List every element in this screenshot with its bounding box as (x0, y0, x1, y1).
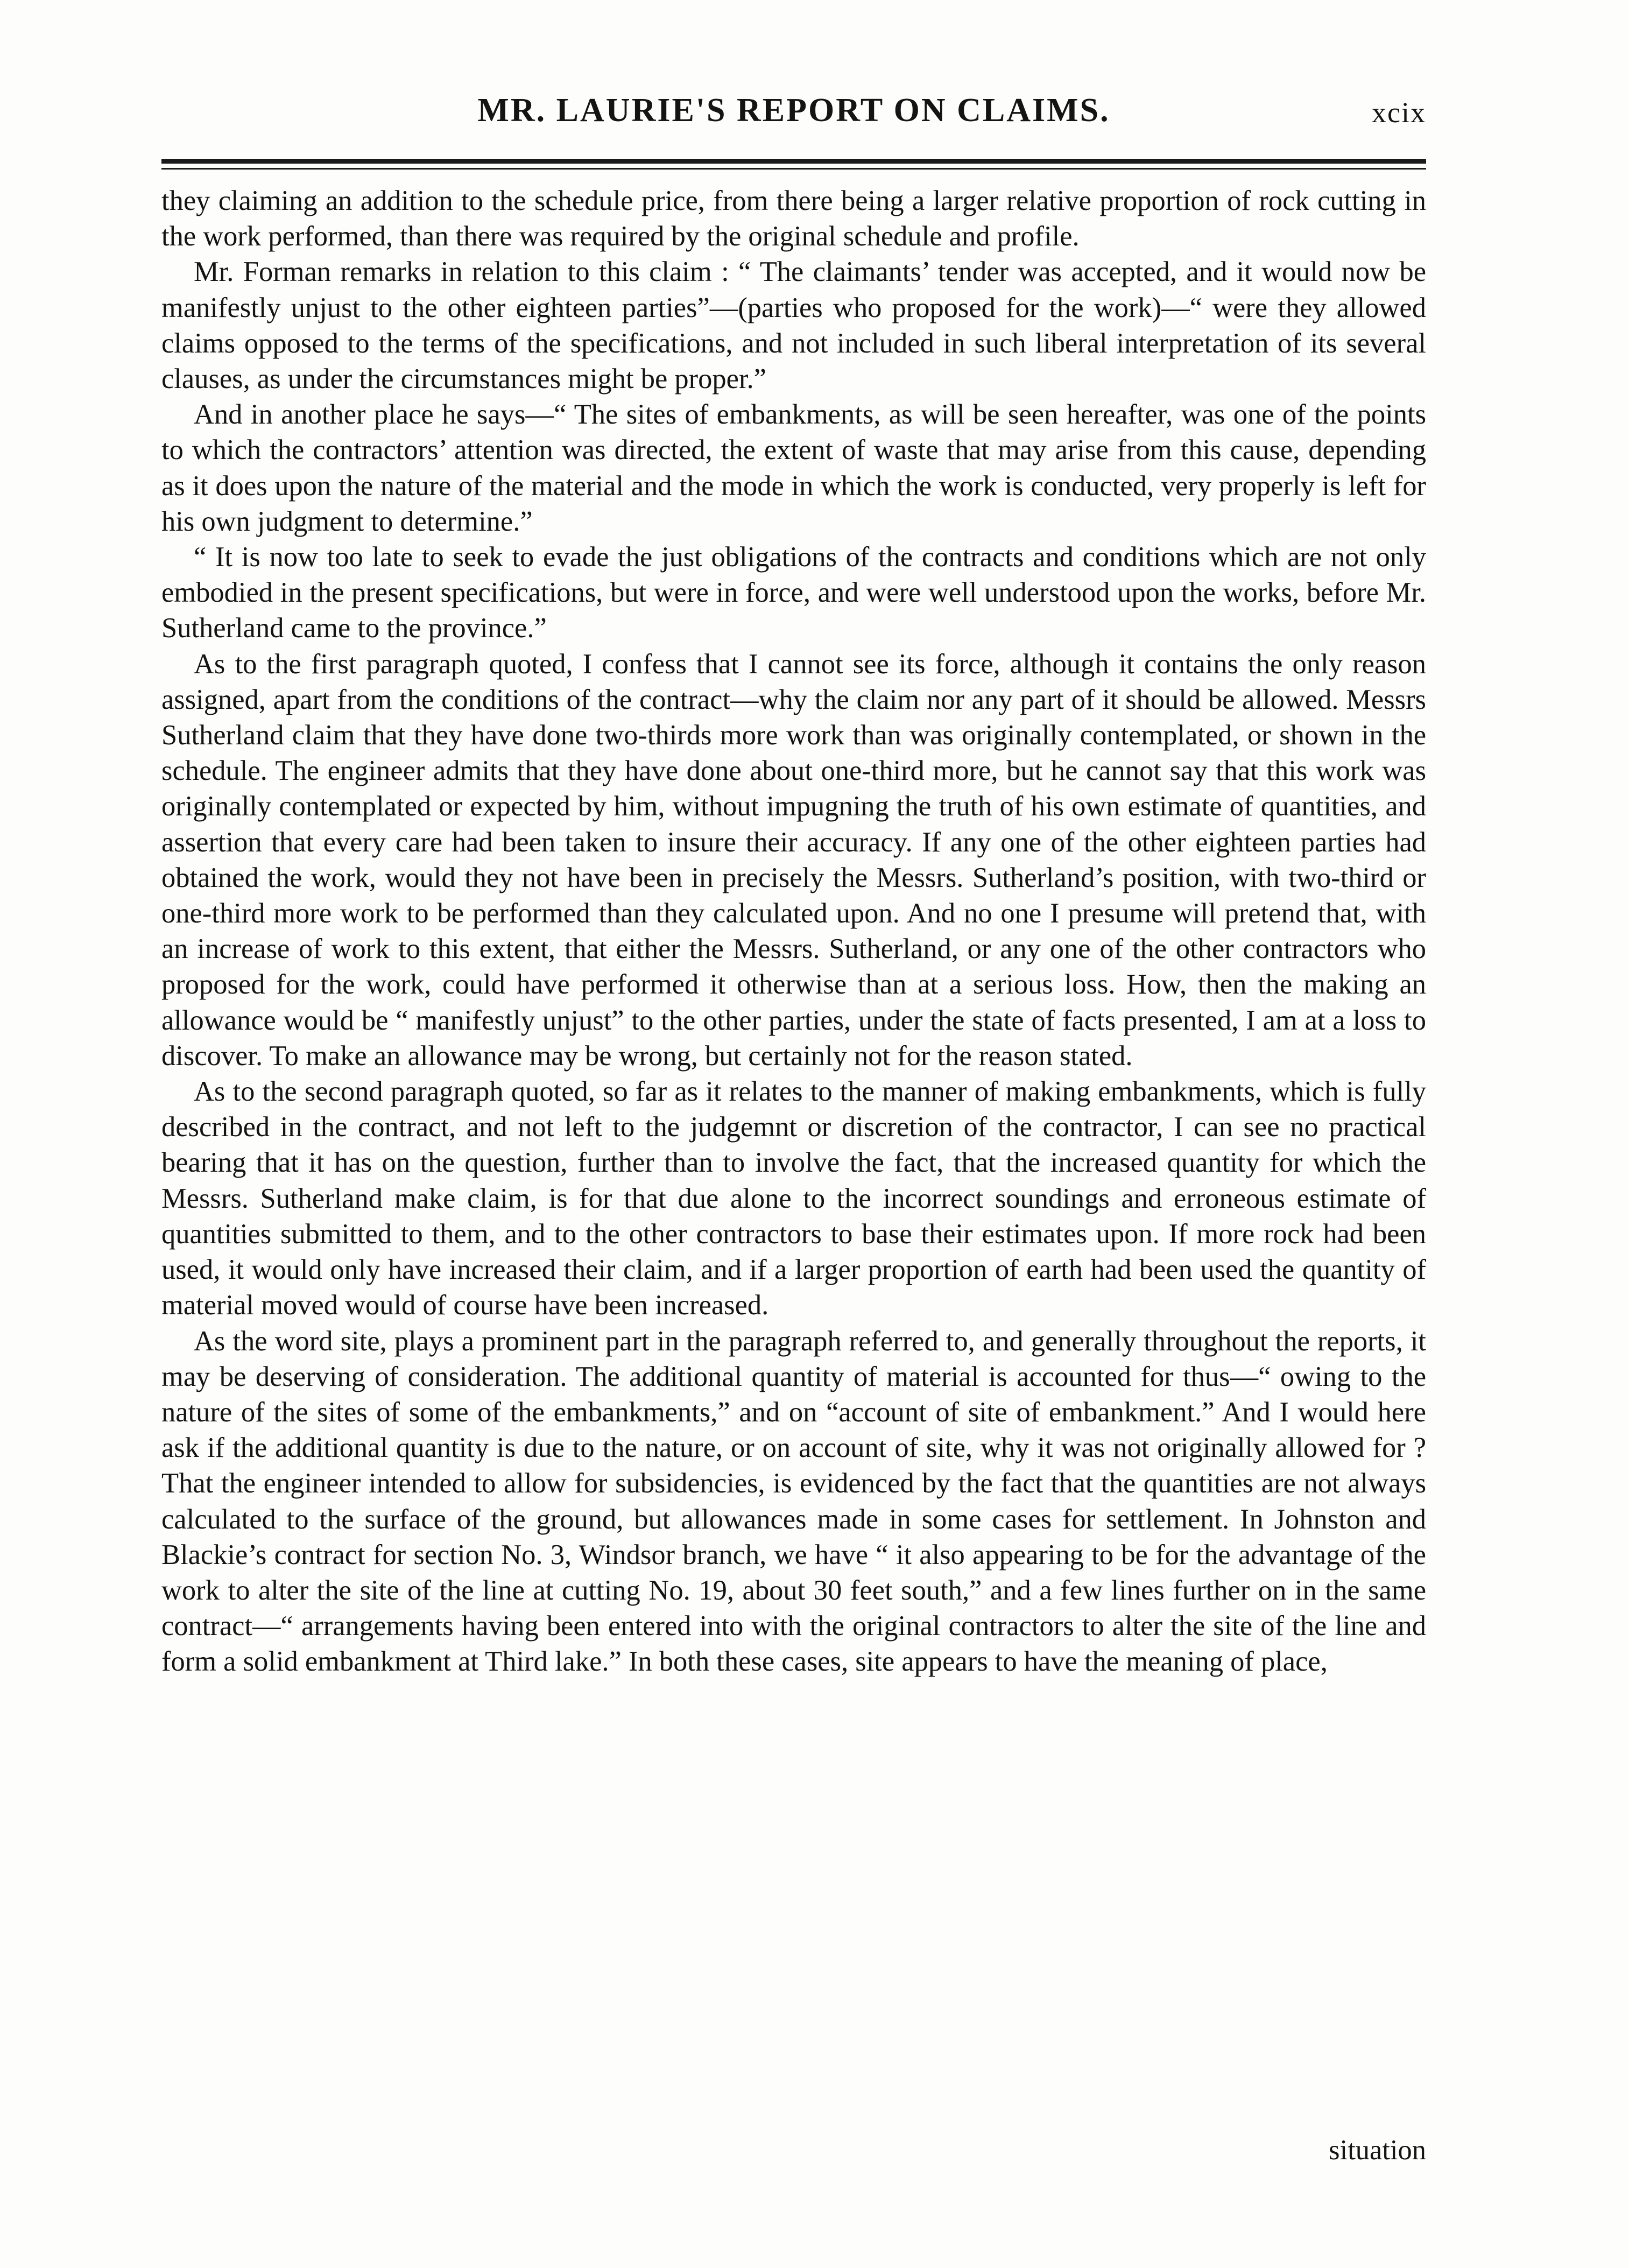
body-text (161, 183, 1426, 1680)
paragraph-first-quoted: As to the first paragraph quoted, I confess that I cannot see its force, although it contains the only reason assigned, apart from the conditions of the contract—why the claim nor any part of it should be allowed. Messrs Sutherland claim that they have done two-thirds more work than was originally contemplated, or shown in the schedule. The engineer admits that they have done about one-third more, but he cannot say that this work was originally contemplated or expected by him, without impugning the truth of his own estimate of quantities, and assertion that every care had been taken to insure their accuracy. If any one of the other eighteen parties had obtained the work, would they not have been in precisely the Messrs. Sutherland’s position, with two-third or one-third more work to be performed than they calculated upon. And no one I presume will pretend that, with an increase of work to this extent, that either the Messrs. Sutherland, or any one of the other contractors who proposed for the work, could have performed it otherwise than at a serious loss. How, then the making an allowance would be “ manifestly unjust” to the other parties, under the state of facts presented, I am at a loss to discover. To make an allowance may be wrong, but certainly not for the reason stated. (161, 648, 1426, 1072)
header-rule-thin (161, 168, 1426, 170)
paragraph-sites-of-embankments: And in another place he says—“ The sites of embankments, as will be seen hereafter, was one of the points to which the contractors’ attention was directed, the extent of waste that may arise from this cause, depending as it does upon the nature of the material and the mode in which the work is conducted, very properly is left for his own judgment to determine.” (161, 399, 1426, 537)
paragraph-second-quoted: As to the second paragraph quoted, so far as it relates to the manner of making embankments, which is fully described in the contract, and not left to the judgemnt or discretion of the contractor, I can see no practical bearing that it has on the question, further than to involve the fact, that the increased quantity for which the Messrs. Sutherland make claim, is for that due alone to the incorrect soundings and erroneous estimate of quantities submitted to them, and to the other contractors to base their estimates upon. If more rock had been used, it would only have increased their claim, and if a larger proportion of earth had been used the quantity of material moved would of course have been increased. (161, 1076, 1426, 1321)
paragraph-forman-remarks: Mr. Forman remarks in relation to this claim : “ The claimants’ tender was accepted, and it would now be manifestly unjust to the other eighteen parties”—(parties who proposed for the work)—“ were they allowed claims opposed to the terms of the specifications, and not included in such liberal interpretation of its several clauses, as under the circumstances might be proper.” (161, 256, 1426, 395)
paragraph-too-late-quote: “ It is now too late to seek to evade the just obligations of the contracts and conditions which are not only embodied in the present specifications, but were in force, and were well understood upon the works, before Mr. Sutherland came to the province.” (161, 541, 1426, 644)
running-title: MR. LAURIE'S REPORT ON CLAIMS. (477, 92, 1110, 129)
header-rule-thick (161, 159, 1426, 164)
page-number: xcix (1372, 96, 1426, 129)
running-head (161, 81, 1426, 145)
paragraph-word-site: As the word site, plays a prominent part in the paragraph referred to, and generally throughout the reports, it may be deserving of consideration. The additional quantity of material is accounted for thus—“ owing to the nature of the sites of some of the embankments,” and on “account of site of embankment.” And I would here ask if the additional quantity is due to the nature, or on account of site, why it was not originally allowed for ? That the engineer intended to allow for subsidencies, is evidenced by the fact that the quantities are not always calculated to the surface of the ground, but allowances made in some cases for settlement. In Johnston and Blackie’s contract for section No. 3, Windsor branch, we have “ it also appearing to be for the advantage of the work to alter the site of the line at cutting No. 19, about 30 feet south,” and a few lines further on in the same contract—“ arrangements having been entered into with the original contractors to alter the site of the line and form a solid embankment at Third lake.” In both these cases, site appears to have the meaning of place, (161, 1325, 1426, 1678)
catchword: situation (1329, 2135, 1426, 2166)
paragraph-continuation: they claiming an addition to the schedule price, from there being a larger relative proportion of rock cutting in the work performed, than there was required by the original schedule and profile. (161, 185, 1426, 252)
